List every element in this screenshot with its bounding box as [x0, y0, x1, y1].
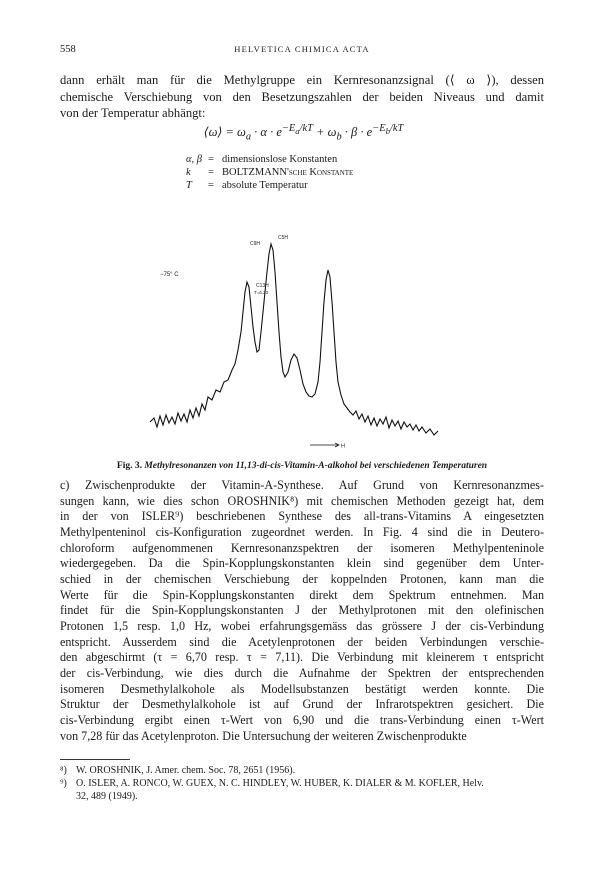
peak-label: C5H	[278, 235, 289, 241]
text-line: chemische Verschiebung von den Besetzungszahlen der beiden Niveaus und damit	[60, 89, 544, 104]
symbol-definitions	[186, 153, 353, 192]
figure-caption	[60, 461, 544, 471]
footnote	[60, 790, 544, 803]
text-line: Methylpenteninol cis-Konfiguration zugeordnet werden. In Fig. 4 sind die in Deutero-	[60, 524, 544, 539]
equation-text: ⟨ω⟩ = $\omega_a \cdot \alpha \cdot e^{-E_a/kT} + \omega_b \cdot \beta \cdot e^{-E_b/kT}$	[203, 123, 404, 143]
spectrum-trace	[150, 244, 438, 435]
text-line: entspricht. Ausserdem sind die Acetylenprotonen der beiden Verbindungen verschie-	[60, 634, 544, 649]
text-line: dann erhält man für die Methylgruppe ein Kernresonanzsignal (⟨ ω ⟩), dessen	[60, 73, 544, 87]
footnote-text: O. ISLER, A. RONCO, W. GUEX, N. C. HINDLEY, W. HUBER, K. DIALER & M. KOFLER, Helv.	[76, 778, 484, 789]
peak-sublabel: T=6.23	[254, 290, 269, 295]
definition-row: k = BOLTZMANN'sche Konstante	[186, 167, 354, 178]
equation	[0, 123, 607, 143]
text-line: chloroform aufgenommenen Kernresonanzspektren der isomeren Methylpenteninole	[60, 540, 544, 555]
definition-symbol: k	[186, 167, 191, 178]
text-line: von 7,28 für das Acetylenproton. Die Untersuchung der weiteren Zwischenprodukte	[60, 728, 467, 743]
text-line: isomeren Desmethylalkohole als Modellsubstanzen bestätigt werden konnte. Die	[60, 681, 544, 696]
footnote-mark: ⁹)	[60, 778, 67, 789]
text-line: schied in der chemischen Verschiebung der koppelnden Protonen, kann man die	[60, 571, 544, 586]
journal-title: HELVETICA CHIMICA ACTA	[234, 44, 370, 54]
axis-label: H	[341, 443, 345, 450]
temperature-label: −75° C	[160, 272, 179, 278]
footnote-text: 32, 489 (1949).	[76, 791, 138, 802]
peak-label: C9H	[250, 241, 261, 247]
nmr-spectrum-figure	[130, 232, 475, 454]
definition-text: absolute Temperatur	[222, 180, 308, 191]
footnote-rule	[60, 759, 130, 760]
text-line: Werte für die Spin-Kopplungskonstanten direkt dem Spektrum entnehmen. Man	[60, 587, 544, 602]
definition-symbol: T	[186, 180, 192, 191]
text-line: cis-Verbindung ergibt einen τ-Wert von 6,90 und die trans-Verbindung einen τ-Wert	[60, 712, 544, 727]
footnote	[60, 777, 544, 790]
footnote	[60, 764, 544, 777]
footnote-mark: ⁸)	[60, 765, 67, 776]
definition-row: T = absolute Temperatur	[186, 180, 308, 191]
figure-caption-text: Methylresonanzen von 11,13-di-cis-Vitamin-A-alkohol bei verschiedenen Temperaturen	[144, 461, 488, 471]
footnote-mark	[60, 790, 76, 803]
definition-row: α, β = dimensionslose Konstanten	[186, 154, 338, 165]
peak-label: C13H	[256, 283, 269, 289]
definition-text: BOLTZMANN'sche Konstante	[222, 167, 354, 178]
section-paragraph	[60, 478, 544, 744]
text-line: c) Zwischenprodukte der Vitamin-A-Synthese. Auf Grund von Kernresonanzmes-	[60, 478, 544, 492]
text-line: Struktur der Desmethylalkohole ist auf Grund der Infrarotspektren gesichert. Die	[60, 697, 544, 712]
page-number: 558	[60, 44, 76, 55]
figure-label: Fig. 3.	[116, 461, 142, 471]
text-line: Protonen 1,5 resp. 1,0 Hz, wobei erfahrungsgemäss das grössere J der cis-Verbindung	[60, 618, 544, 633]
text-line: den abgeschirmt (τ = 6,70 resp. τ = 7,11). Die Verbindung mit kleinerem τ entspricht	[60, 650, 544, 665]
footnotes	[60, 764, 544, 803]
intro-paragraph	[60, 72, 544, 122]
definition-text: dimensionslose Konstanten	[222, 154, 338, 165]
text-line: sungen kann, wie dies schon OROSHNIK⁸) mit chemischen Methoden gezeigt hat, dem	[60, 493, 544, 508]
text-line: von der Temperatur abhängt:	[60, 106, 206, 120]
footnote-text: W. OROSHNIK, J. Amer. chem. Soc. 78, 2651 (1956).	[76, 765, 296, 776]
definition-symbol: α, β	[186, 154, 202, 165]
text-line: der cis-Verbindung, wie dies durch die Aufnahme der Spektren der entsprechenden	[60, 665, 544, 680]
text-line: in der von ISLER⁹) beschriebenen Synthese des all-trans-Vitamins A eingesetzten	[60, 509, 544, 524]
text-line: wiedergegeben. Da die Spin-Kopplungskonstanten klein sind gegenüber dem Unter-	[60, 556, 544, 571]
text-line: findet für die Spin-Kopplungskonstanten J der Methylprotonen mit den olefinischen	[60, 603, 544, 618]
